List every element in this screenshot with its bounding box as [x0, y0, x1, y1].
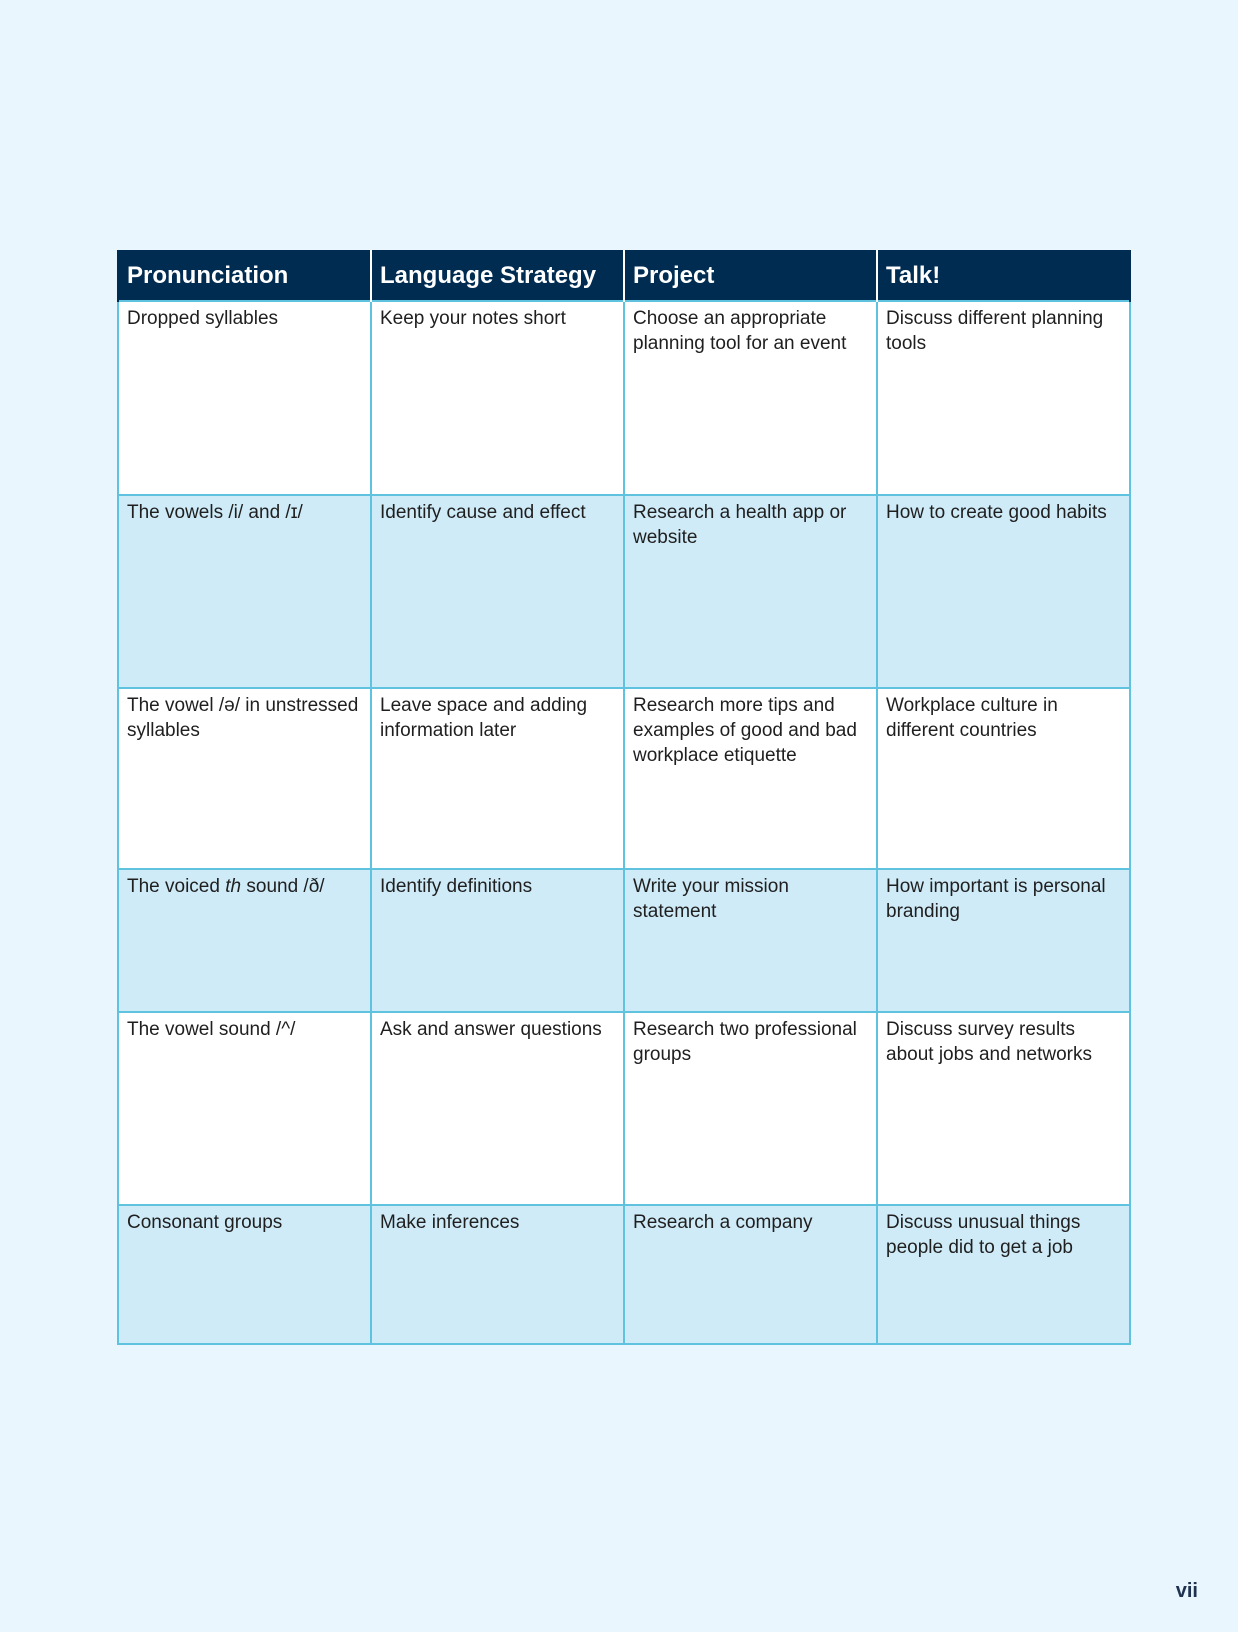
content-table	[117, 250, 1131, 1345]
cell-pronunciation: The vowel /ə/ in unstressed syllables	[118, 688, 371, 869]
pronunciation-text-italic: th	[225, 876, 242, 897]
cell-strategy: Keep your notes short	[371, 301, 624, 495]
cell-strategy: Identify definitions	[371, 869, 624, 1012]
cell-talk: Discuss unusual things people did to get a job	[877, 1205, 1130, 1344]
header-talk: Talk!	[877, 251, 1130, 301]
cell-strategy: Identify cause and effect	[371, 495, 624, 688]
cell-project: Write your mission statement	[624, 869, 877, 1012]
cell-pronunciation: Consonant groups	[118, 1205, 371, 1344]
cell-talk: Discuss different planning tools	[877, 301, 1130, 495]
page-number: vii	[1175, 1580, 1198, 1602]
pronunciation-text-pre: The voiced	[127, 876, 226, 897]
pronunciation-text-post: sound /ð/	[241, 876, 325, 897]
cell-talk: How important is personal branding	[877, 869, 1130, 1012]
cell-project: Choose an appropriate planning tool for an event	[624, 301, 877, 495]
cell-talk: Discuss survey results about jobs and networks	[877, 1012, 1130, 1205]
header-project: Project	[624, 251, 877, 301]
cell-project: Research two professional groups	[624, 1012, 877, 1205]
cell-project: Research more tips and examples of good and bad workplace etiquette	[624, 688, 877, 869]
table-row	[118, 869, 1130, 1012]
cell-pronunciation: Dropped syllables	[118, 301, 371, 495]
cell-strategy: Leave space and adding information later	[371, 688, 624, 869]
cell-pronunciation	[118, 869, 371, 1012]
cell-strategy: Make inferences	[371, 1205, 624, 1344]
cell-talk: Workplace culture in different countries	[877, 688, 1130, 869]
cell-strategy: Ask and answer questions	[371, 1012, 624, 1205]
table-row	[118, 1205, 1130, 1344]
cell-project: Research a company	[624, 1205, 877, 1344]
content-table-wrapper	[117, 250, 1131, 1345]
header-pronunciation: Pronunciation	[118, 251, 371, 301]
cell-pronunciation: The vowel sound /^/	[118, 1012, 371, 1205]
table-row	[118, 495, 1130, 688]
table-row	[118, 1012, 1130, 1205]
table-row	[118, 301, 1130, 495]
cell-project: Research a health app or website	[624, 495, 877, 688]
header-language-strategy: Language Strategy	[371, 251, 624, 301]
table-header-row	[118, 251, 1130, 301]
cell-talk: How to create good habits	[877, 495, 1130, 688]
table-row	[118, 688, 1130, 869]
cell-pronunciation: The vowels /i/ and /ɪ/	[118, 495, 371, 688]
